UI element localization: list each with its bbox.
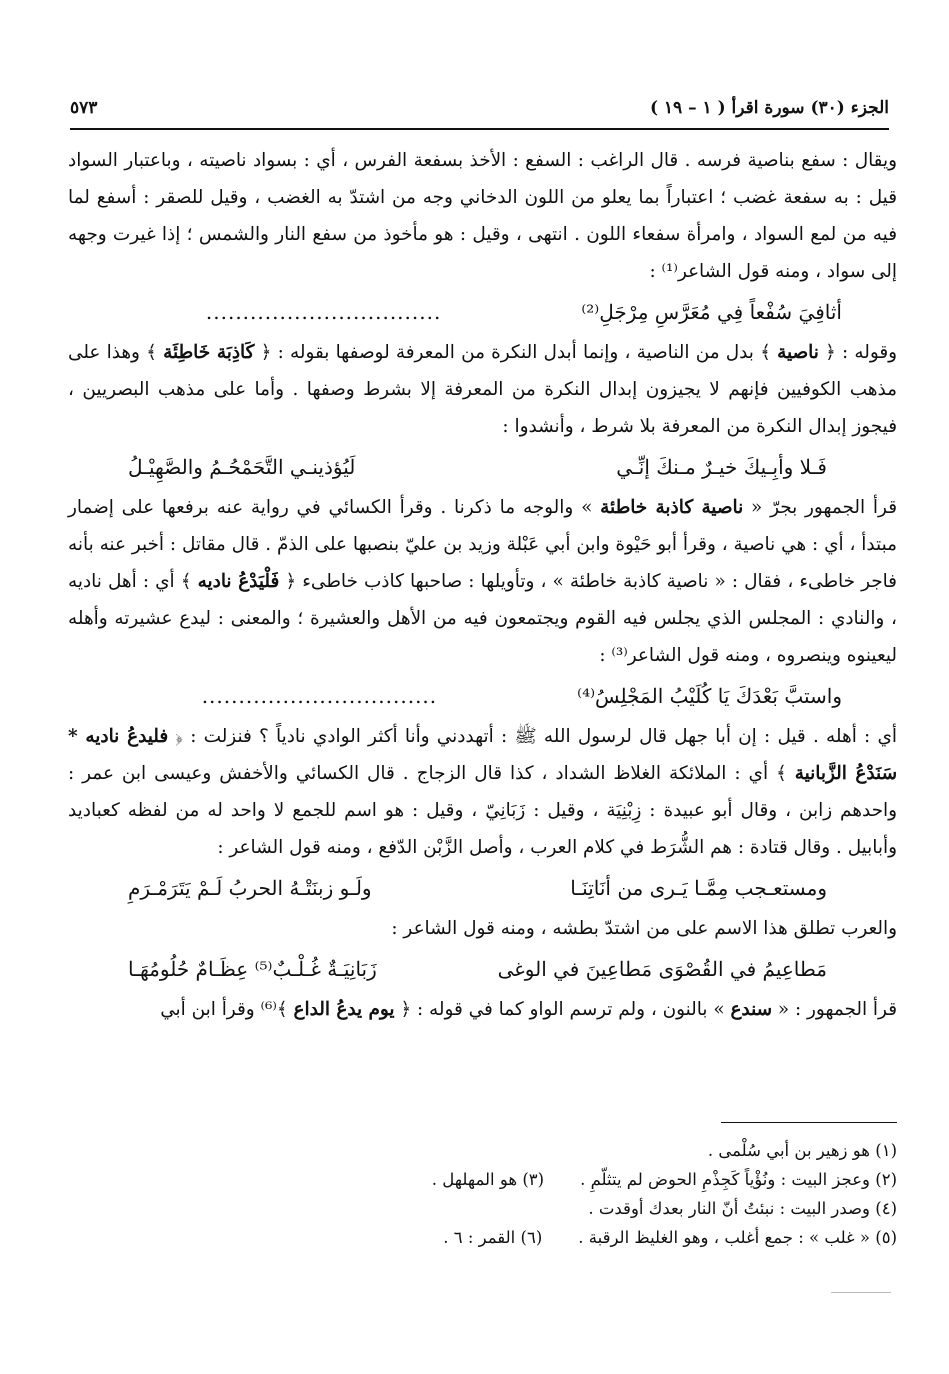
verse-5-first-hemistich: مَطاعِيمُ في القُصْوَى مَطاعِينَ في الوغى: [497, 957, 827, 981]
p2-text-a: وقوله : ﴿: [818, 342, 898, 363]
p2-quran-term-2: كَاذِبَة خَاطِئَة: [163, 342, 255, 363]
footnote-2: (٢) وعجز البيت : ونُؤْياً كَجِذْمِ الحوض لم يتثلّمِ .: [580, 1170, 897, 1189]
verse-3-first-hemistich: واستبَّ بَعْدَكَ يَا كُلَيْبُ المَجْلِسُ⁽⁴⁾: [577, 684, 842, 708]
verse-4-second-hemistich: ولَـو زبنَتْـهُ الحربُ لَـمْ يَتَرَمْـرَمِ: [128, 876, 372, 900]
p3-text-c: ﴾ أي : أهل ناديه ، والنادي : المجلس الذي يجلس فيه القوم ويجتمعون فيه من الأهل والعشيرة ؛ والمعنى : ليدع عشيرته وأهله ليعينوه وينصروه ، ومنه قول الشاعر⁽³⁾ :: [68, 571, 897, 666]
p6-text-c: ﴾⁽⁶⁾ وقرأ ابن أبي: [160, 999, 294, 1020]
header-rule: [70, 128, 889, 130]
footnote-row-4: [68, 1223, 897, 1252]
p2-text-c: ﴾ وهذا على مذهب الكوفيين فإنهم لا يجيزون إبدال النكرة من المعرفة إلا بشرط وصفها . وأما على مذهب البصريين ، فيجوز إبدال النكرة من المعرفة بلا شرط ، وأنشدوا :: [68, 342, 897, 437]
p6-text-b: » بالنون ، ولم ترسم الواو كما في قوله : ﴿: [394, 999, 731, 1020]
verse-3: [68, 674, 897, 718]
footnote-rule: [721, 1122, 897, 1123]
footnotes: [68, 1136, 897, 1252]
verse-4-first-hemistich: ومستعـجب مِمَّـا يَـرى من أنَاتِنَـا: [570, 876, 827, 900]
footnote-1: (١) هو زهير بن أبي سُلْمى .: [707, 1141, 897, 1160]
footnote-6: (٦) القمر : ٦ .: [443, 1228, 543, 1247]
page-number: ٥٧٣: [70, 98, 98, 118]
verse-2: [68, 445, 897, 489]
bottom-faint-rule: [831, 1292, 891, 1293]
footnote-5: (٥) « غلب » : جمع أغلب ، وهو الغليظ الرقبة .: [578, 1228, 897, 1247]
paragraph-4: [68, 718, 897, 866]
verse-3-ellipsis: ................................: [201, 684, 438, 708]
verse-1-ellipsis: ................................: [205, 300, 442, 324]
footnote-row-3: [68, 1194, 897, 1223]
footnote-row-1: [68, 1136, 897, 1165]
paragraph-3: [68, 489, 897, 674]
verse-2-second-hemistich: لَيُؤذينـي التَّحَمْحُـمُ والصَّهِيْـلُ: [128, 455, 356, 479]
verse-1: [68, 290, 897, 334]
p2-quran-term-1: ناصية: [777, 342, 819, 363]
verse-4: [68, 866, 897, 910]
p6-text-a: قرأ الجمهور : «: [772, 999, 897, 1020]
footnote-row-2: [68, 1165, 897, 1194]
p4-text-a: أي : أهله . قيل : إن أبا جهل قال لرسول الله ﷺ : أتهددني وأنا أكثر الوادي نادياً ؟ فنزلت : ﴿: [168, 726, 897, 747]
p4-quran-term-1: فليدعُ ناديه * سَنَدْعُ الزَّبانية: [68, 726, 897, 784]
p6-quran-term-2: يوم يدعُ الداع: [293, 999, 395, 1020]
p2-text-b: ﴾ بدل من الناصية ، وإنما أبدل النكرة من المعرفة لوصفها بقوله : ﴿: [254, 342, 778, 363]
p3-quran-term-1: ناصية كاذبة خاطئة: [600, 497, 744, 518]
p3-text-a: قرأ الجمهور بجرّ «: [743, 497, 897, 518]
verse-5-second-hemistich: زَبَانِيَـةٌ غُـلْـبٌ⁽⁵⁾ عِظَـامٌ حُلُومُهَـا: [128, 957, 377, 981]
paragraph-1: ويقال : سفع بناصية فرسه . قال الراغب : السفع : الأخذ بسفعة الفرس ، أي : بسواد ناصيته ، وباعتبار السواد قيل : به سفعة غضب ؛ اعتباراً بما يعلو من اللون الدخاني وجه من اشتدّ به الغضب ، وقيل للصقر : أسفع لما فيه من لمع السواد ، وامرأة سفعاء اللون . انتهى ، وقيل : هو مأخوذ من سفع النار والشمس ؛ إذا غيرت وجهه إلى سواد ، ومنه قول الشاعر⁽¹⁾ :: [68, 150, 897, 282]
paragraph-6: [68, 991, 897, 1028]
p3-quran-term-2: فَلْيَدْعُ ناديه: [197, 571, 280, 592]
p3-text-b: » والوجه ما ذكرنا . وقرأ الكسائي في رواية عنه برفعها على إضمار مبتدأ ، أي : هي ناصية ، وقرأ أبو حَيْوة وابن أبي عَبْلة وزيد بن عليّ بنصبها على الذمّ . قال مقاتل : أخبر عنه بأنه فاجر خاطىء ، فقال : « ناصية كاذبة خاطئة » ، وتأويلها : صاحبها كاذب خاطىء ﴿: [68, 497, 897, 592]
p6-term-1: سندع: [730, 999, 773, 1020]
running-title: الجزء (٣٠) سورة اقرأ ( ١ – ١٩ ): [649, 98, 889, 118]
p4-text-b: ﴾ أي : الملائكة الغلاظ الشداد ، كذا قال الزجاج . قال الكسائي والأخفش وعيسى ابن عمر : واحدهم زابن ، وقال أبو عبيدة : زِبْنِيَة ، وقيل : زَبَانِيّ ، وقيل : هو اسم للجمع لا واحد له من لفظه كعباديد وأبابيل . وقال قتادة : هم الشُّرَط في كلام العرب ، وأصل الزَّبْن الدّفع ، ومنه قول الشاعر :: [68, 763, 897, 858]
paragraph-2: [68, 334, 897, 445]
verse-2-first-hemistich: فَـلا وأبِـيكَ خيـرٌ مـنكَ إنِّـي: [616, 455, 827, 479]
footnote-3: (٣) هو المهلهل .: [431, 1170, 545, 1189]
verse-1-first-hemistich: أثافِيَ سُفْعاً فِي مُعَرَّسِ مِرْجَلِ⁽²⁾: [581, 300, 842, 324]
verse-5: [68, 947, 897, 991]
footnote-4: (٤) وصدر البيت : نبئتُ أنّ النار بعدك أوقدت .: [588, 1199, 897, 1218]
page-header: [70, 92, 889, 124]
main-text: [68, 142, 897, 1028]
paragraph-5: والعرب تطلق هذا الاسم على من اشتدّ بطشه ، ومنه قول الشاعر :: [391, 918, 897, 939]
